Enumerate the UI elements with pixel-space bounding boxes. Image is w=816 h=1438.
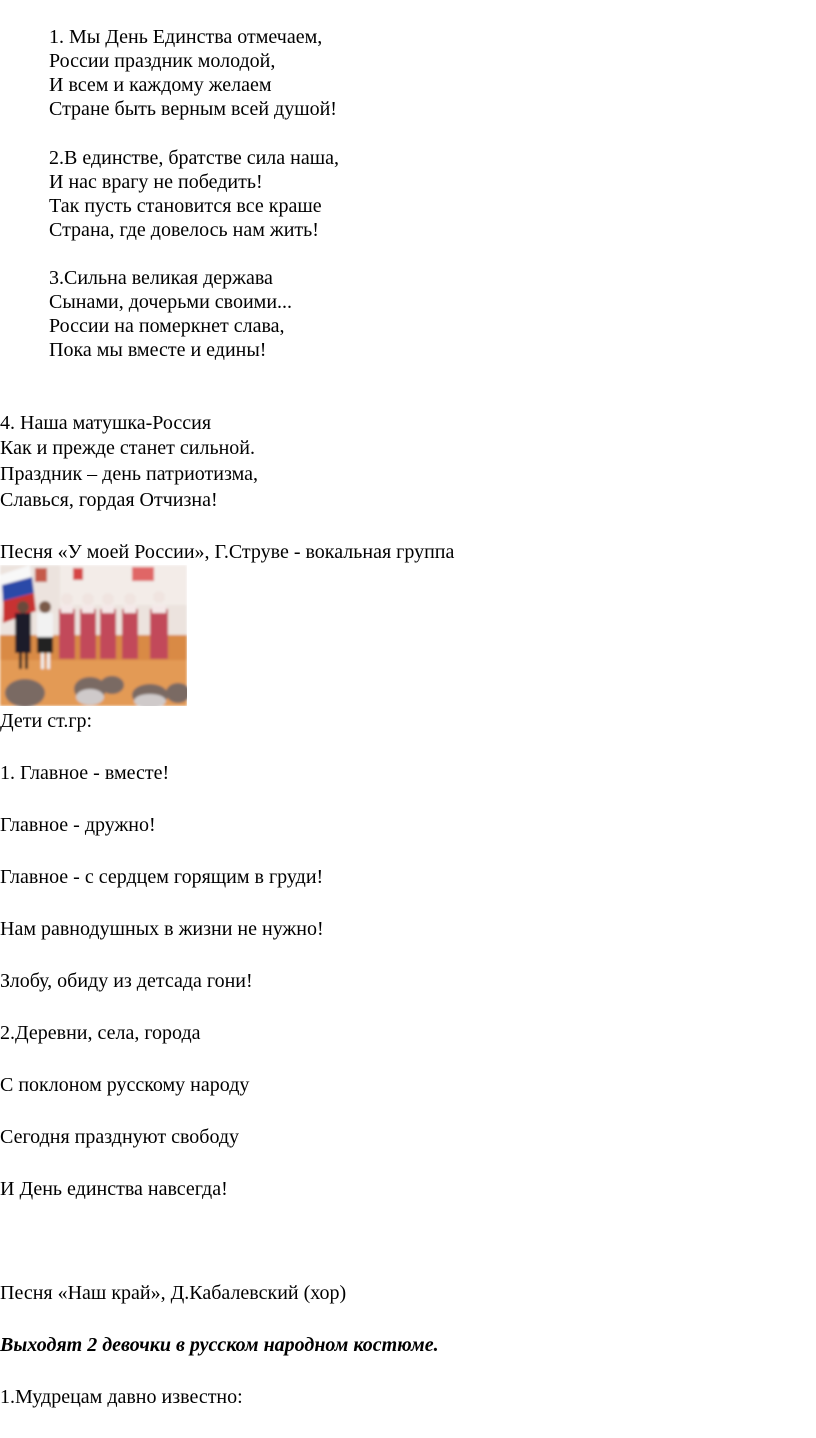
- poem-line: 3.Сильна великая держава: [49, 267, 273, 289]
- poem-line: И всем и каждому желаем: [49, 74, 272, 96]
- poem-line: России праздник молодой,: [49, 50, 276, 72]
- verse-line: Главное - дружно!: [0, 814, 156, 836]
- verse-line: И День единства навсегда!: [0, 1178, 228, 1200]
- verse-line: 1. Главное - вместе!: [0, 762, 170, 784]
- poem-line: Славься, гордая Отчизна!: [0, 489, 218, 511]
- performance-photo: [0, 565, 187, 706]
- verse-line: Злобу, обиду из детсада гони!: [0, 970, 253, 992]
- verse-line: Нам равнодушных в жизни не нужно!: [0, 918, 324, 940]
- verse-line: 2.Деревни, села, города: [0, 1022, 201, 1044]
- poem-line: 2.В единстве, братстве сила наша,: [49, 147, 339, 169]
- poem-line: Сынами, дочерьми своими...: [49, 291, 293, 313]
- verse-line: 1.Мудрецам давно известно:: [0, 1386, 243, 1408]
- stage-direction: Выходят 2 девочки в русском народном костюме.: [0, 1334, 439, 1356]
- verse-line: С поклоном русскому народу: [0, 1074, 250, 1096]
- poem-line: 1. Мы День Единства отмечаем,: [49, 26, 323, 48]
- verse-line: Сегодня празднуют свободу: [0, 1126, 240, 1148]
- poem-line: Как и прежде станет сильной.: [0, 437, 255, 459]
- verse-line: Главное - с сердцем горящим в груди!: [0, 866, 324, 888]
- song-title: Песня «Наш край», Д.Кабалевский (хор): [0, 1282, 347, 1304]
- poem-line: Пока мы вместе и едины!: [49, 339, 267, 361]
- poem-line: 4. Наша матушка-Россия: [0, 412, 212, 434]
- poem-line: России на померкнет слава,: [49, 315, 285, 337]
- poem-line: Страна, где довелось нам жить!: [49, 219, 319, 241]
- children-stage-photo: [0, 565, 187, 706]
- children-heading: Дети ст.гр:: [0, 710, 93, 732]
- song-title: Песня «У моей России», Г.Струве - вокальная группа: [0, 541, 455, 563]
- poem-line: Стране быть верным всей душой!: [49, 98, 337, 120]
- poem-line: Так пусть становится все краше: [49, 195, 322, 217]
- poem-line: И нас врагу не победить!: [49, 171, 263, 193]
- poem-line: Праздник – день патриотизма,: [0, 463, 258, 485]
